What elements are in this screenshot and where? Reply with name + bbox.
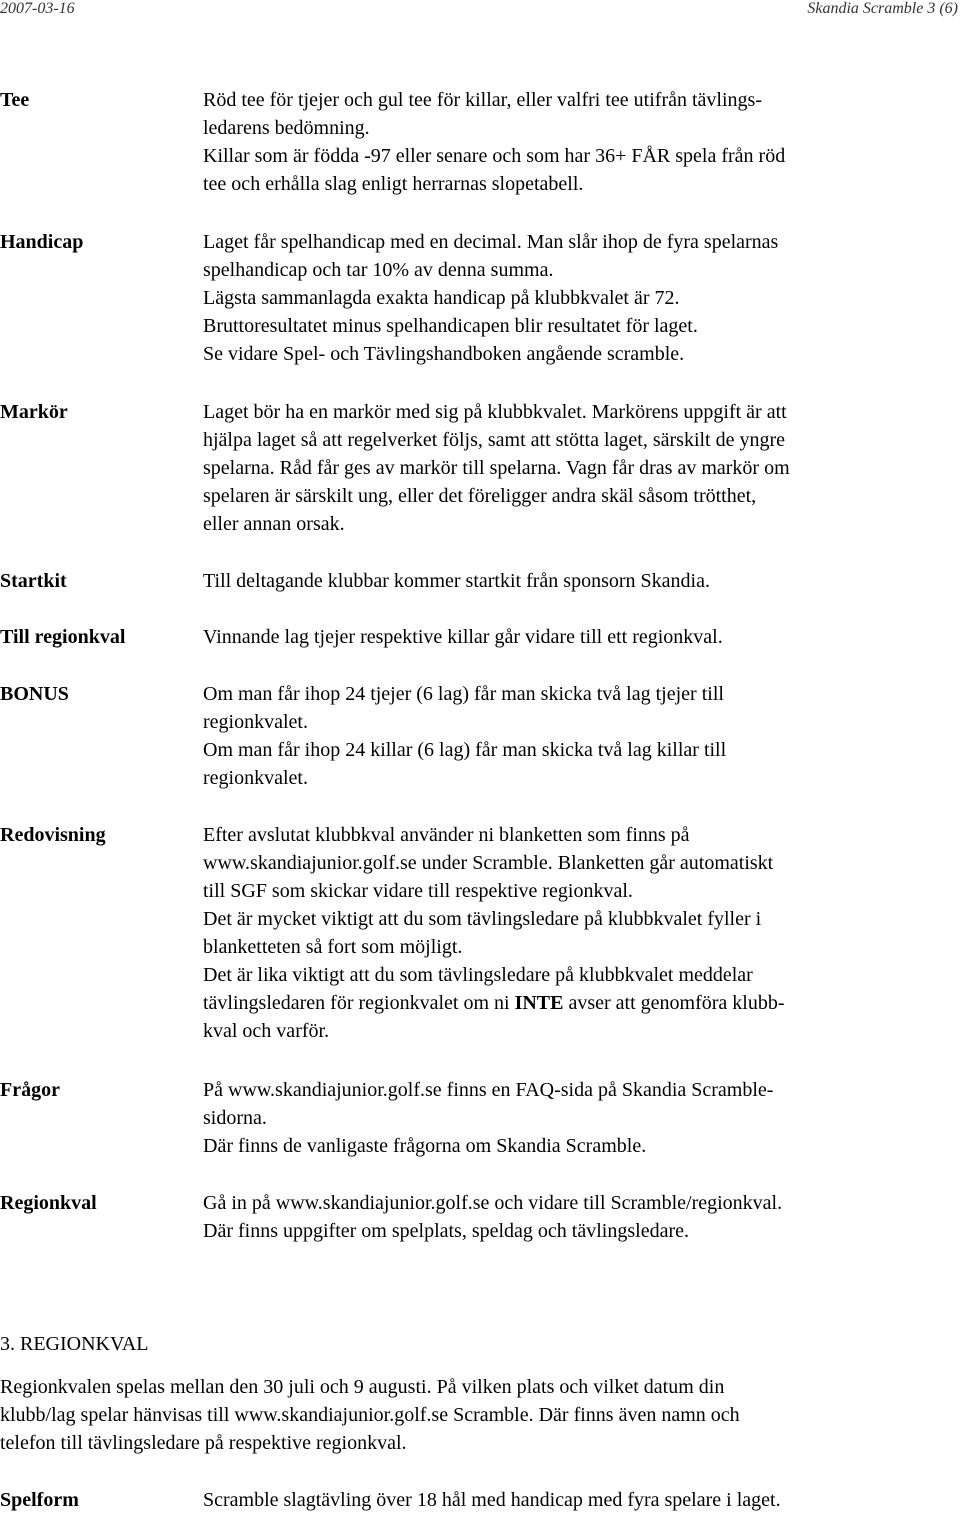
- text-line: spelarna. Råd får ges av markör till spelarna. Vagn får dras av markör om: [203, 457, 790, 479]
- text-line: till SGF som skickar vidare till respektive regionkval.: [203, 880, 633, 902]
- text-redovisning: [203, 821, 955, 1045]
- text-line: Om man får ihop 24 killar (6 lag) får man skicka två lag killar till: [203, 739, 727, 761]
- section-line: Regionkvalen spelas mellan den 30 juli och 9 augusti. På vilken plats och vilket datum din: [0, 1376, 725, 1398]
- text-tee: [203, 86, 955, 198]
- text-line: Till deltagande klubbar kommer startkit från sponsorn Skandia.: [203, 570, 710, 592]
- label-handicap: Handicap: [0, 231, 84, 253]
- header-title: Skandia Scramble 3 (6): [807, 0, 958, 17]
- text-spelform: [203, 1486, 955, 1514]
- text-line: regionkvalet.: [203, 711, 308, 733]
- label-spelform: Spelform: [0, 1489, 79, 1511]
- header-date: 2007-03-16: [0, 0, 75, 17]
- label-regionkval: Regionkval: [0, 1192, 97, 1214]
- text-line-inte: [203, 989, 955, 1017]
- text-line: ledarens bedömning.: [203, 117, 370, 139]
- section-body: [0, 1373, 955, 1457]
- text-line: spelhandicap och tar 10% av denna summa.: [203, 259, 554, 281]
- page-header: [0, 0, 960, 24]
- text-line: sidorna.: [203, 1107, 267, 1129]
- text-line: eller annan orsak.: [203, 513, 345, 535]
- text-line: Gå in på www.skandiajunior.golf.se och vidare till Scramble/regionkval.: [203, 1192, 783, 1214]
- text-line: Röd tee för tjejer och gul tee för killar, eller valfri tee utifrån tävlings-: [203, 89, 762, 111]
- label-markor: Markör: [0, 401, 68, 423]
- text-line: Se vidare Spel- och Tävlingshandboken angående scramble.: [203, 343, 685, 365]
- text-startkit: [203, 567, 955, 595]
- text-line: kval och varför.: [203, 1020, 330, 1042]
- text-line: Det är lika viktigt att du som tävlingsledare på klubbkvalet meddelar: [203, 964, 753, 986]
- label-startkit: Startkit: [0, 570, 67, 592]
- text-line: Laget bör ha en markör med sig på klubbkvalet. Markörens uppgift är att: [203, 401, 787, 423]
- inte-after: avser att genomföra klubb-: [563, 992, 785, 1014]
- text-regionkval: [203, 1189, 955, 1245]
- text-handicap: [203, 228, 955, 368]
- text-markor: [203, 398, 955, 538]
- text-bonus: [203, 680, 955, 792]
- text-line: blanketteten så fort som möjligt.: [203, 936, 463, 958]
- text-line: Scramble slagtävling över 18 hål med handicap med fyra spelare i laget.: [203, 1489, 781, 1511]
- text-line: Killar som är födda -97 eller senare och som har 36+ FÅR spela från röd: [203, 145, 786, 167]
- text-line: Bruttoresultatet minus spelhandicapen blir resultatet för laget.: [203, 315, 698, 337]
- text-line: Det är mycket viktigt att du som tävlingsledare på klubbkvalet fyller i: [203, 908, 762, 930]
- label-till-regionkval: Till regionkval: [0, 626, 126, 648]
- text-line: spelaren är särskilt ung, eller det föreligger andra skäl såsom trötthet,: [203, 485, 757, 507]
- text-line: Om man får ihop 24 tjejer (6 lag) får man skicka två lag tjejer till: [203, 683, 724, 705]
- section-title: 3. REGIONKVAL: [0, 1333, 149, 1355]
- section-line: klubb/lag spelar hänvisas till www.skandiajunior.golf.se Scramble. Där finns även namn och: [0, 1404, 740, 1426]
- label-bonus: BONUS: [0, 683, 69, 705]
- inte-bold: INTE: [514, 992, 564, 1014]
- inte-before: tävlingsledaren för regionkvalet om ni: [203, 992, 515, 1014]
- text-line: Efter avslutat klubbkval använder ni blanketten som finns på: [203, 824, 690, 846]
- text-line: Vinnande lag tjejer respektive killar går vidare till ett regionkval.: [203, 626, 723, 648]
- text-line: Laget får spelhandicap med en decimal. Man slår ihop de fyra spelarnas: [203, 231, 779, 253]
- label-fragor: Frågor: [0, 1079, 60, 1101]
- text-line: regionkvalet.: [203, 767, 308, 789]
- text-line: Lägsta sammanlagda exakta handicap på klubbkvalet är 72.: [203, 287, 680, 309]
- text-line: Där finns de vanligaste frågorna om Skandia Scramble.: [203, 1135, 647, 1157]
- text-fragor: [203, 1076, 955, 1160]
- text-line: tee och erhålla slag enligt herrarnas slopetabell.: [203, 173, 584, 195]
- label-redovisning: Redovisning: [0, 824, 106, 846]
- text-line: www.skandiajunior.golf.se under Scramble. Blanketten går automatiskt: [203, 852, 774, 874]
- text-line: På www.skandiajunior.golf.se finns en FAQ-sida på Skandia Scramble-: [203, 1079, 774, 1101]
- section-line: telefon till tävlingsledare på respektive regionkval.: [0, 1432, 407, 1454]
- text-line: hjälpa laget så att regelverket följs, samt att stötta laget, särskilt de yngre: [203, 429, 786, 451]
- label-tee: Tee: [0, 89, 30, 111]
- text-till-regionkval: [203, 623, 955, 651]
- text-line: Där finns uppgifter om spelplats, speldag och tävlingsledare.: [203, 1220, 689, 1242]
